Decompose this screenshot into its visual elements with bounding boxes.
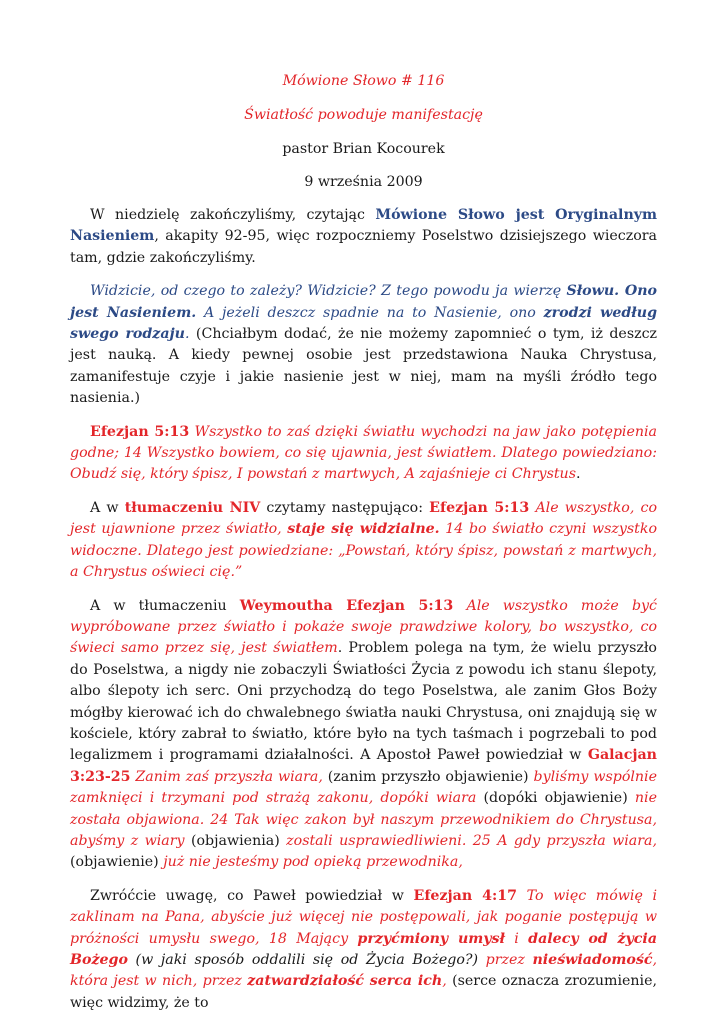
quote-span: Widzicie, od czego to zależy? Widzicie? Z tego powodu ja wierzę [90, 283, 567, 300]
text-span: , akapity 92-95, więc rozpoczniemy Poselstwo dzisiejszego wieczora tam, gdzie zakończyliśmy. [70, 228, 657, 266]
scripture-text: Wszystko to zaś dzięki światłu wychodzi na jaw jako potępienia godne; 14 Wszystko bowiem, co się ujawnia, jest światłem. Dlatego powiedziano: Obudź się, który śpisz, I powstań z martwych, A zajaśnieje ci Chrystus [70, 423, 658, 483]
scripture-emphasis: staje się widzialne. [287, 521, 440, 538]
quote-span: . [185, 326, 190, 343]
text-span: . Problem polega na tym, że wielu przyszło do Poselstwa, a nigdy nie zobaczyli Światłości Życia z powodu ich stanu ślepoty, albo ślepoty ich serc. Oni przychodzą do tego Poselstwa, ale zanim Głos Boży mógłby kierować ich do chwalebnego światła nauki Chrystusa, oni znajdują się w kościele, który zabrał to światło, które było na tych taśmach i pogrzebali to pod legalizmem i programami działalności. A Apostoł Paweł powiedział w [70, 640, 657, 764]
scripture-text: 14 bo światło czyni wszystko widoczne. Dlatego jest powiedziane: „Powstań, który śpisz, powstań z martwych, a Chrystus oświeci cię.” [70, 521, 657, 581]
scripture-reference: Efezjan 5:13 [429, 499, 530, 516]
scripture-text: To więc mówię i zaklinam na Pana, abyście już więcej nie postępowali, jak poganie postępują w próżności umysłu swego, 18 Mający [70, 887, 657, 947]
scripture-text: Ale wszystko, co jest ujawnione przez światło, [70, 499, 657, 538]
sermon-title-reference: Mówione Słowo jest Oryginalnym Nasieniem [70, 207, 658, 245]
text-span: A w [90, 499, 125, 516]
scripture-text: już nie jesteśmy pod opieką przewodnika, [163, 854, 463, 871]
paragraph-1 [70, 205, 657, 269]
paragraph-2-quote [70, 281, 657, 409]
text-span: (dopóki objawienie) [476, 790, 635, 807]
scripture-text: byliśmy wspólnie zamknięci i trzymani pod strażą zakonu, dopóki wiara [70, 768, 657, 807]
scripture-text: nie została objawiona. 24 Tak więc zakon był naszym przewodnikiem do Chrystusa, abyśmy z wiary [70, 790, 657, 849]
paragraph-3-scripture [70, 422, 657, 486]
scripture-emphasis: dalecy od życia Bożego [70, 930, 658, 968]
scripture-emphasis: zatwardziałość serca ich [247, 973, 443, 990]
scripture-text: i [504, 930, 529, 947]
translation-reference: tłumaczeniu NIV [124, 499, 261, 516]
document-title: Mówione Słowo # 116 [282, 73, 445, 89]
author-line: pastor Brian Kocourek [282, 141, 445, 157]
quote-emphasis: Słowu. Ono jest Nasieniem. [70, 283, 657, 321]
text-span: Zwróćcie uwagę, co Paweł powiedział w [90, 887, 414, 904]
text-span: A w tłumaczeniu [90, 597, 240, 614]
text-span: W niedzielę zakończyliśmy, czytając [90, 207, 376, 223]
scripture-text: Zanim zaś przyszła wiara, [130, 768, 323, 785]
scripture-reference: Galacjan 3:23-25 [70, 747, 657, 785]
date-line: 9 września 2009 [304, 174, 423, 190]
quote-span: A jeżeli deszcz spadnie na to Nasienie, ono [196, 304, 544, 321]
scripture-emphasis: nieświadomość [532, 952, 653, 968]
scripture-text: , która jest w nich, przez [70, 952, 657, 990]
scripture-reference: Efezjan 4:17 [413, 887, 518, 904]
commentary-span: (w jaki sposób oddalili się od Życia Bożego?) [127, 952, 478, 968]
paragraph-5 [70, 596, 657, 874]
text-span: czytamy następująco: [260, 499, 430, 516]
scripture-text: Ale wszystko może być wypróbowane przez światło i pokaże swoje prawdziwe kolory, bo wszystko, co świeci samo przez się, jest światłem [70, 597, 657, 657]
paragraph-4 [70, 498, 657, 584]
scripture-reference: Weymoutha Efezjan 5:13 [239, 597, 454, 614]
paragraph-6 [70, 886, 657, 1014]
text-span: (zanim przyszło objawienie) [322, 768, 534, 785]
document-subtitle: Światłość powoduje manifestację [244, 107, 483, 123]
scripture-reference: Efezjan 5:13 [90, 423, 190, 440]
text-span: (Chciałbym dodać, że nie możemy zapomnieć o tym, iż deszcz jest nauką. A kiedy pewnej osobie jest przedstawiona Nauka Chrystusa, zamanifestuje czyje i jakie nasienie jest w niej, mam na myśli źródło tego nasienia.) [70, 326, 658, 407]
text-span: . [575, 466, 581, 483]
scripture-emphasis: przyćmiony umysł [357, 930, 505, 947]
text-span: (serce oznacza zrozumienie, więc widzimy, że to [70, 973, 657, 1011]
text-span: (objawienie) [70, 854, 164, 871]
text-span: (objawienia) [184, 832, 287, 849]
quote-emphasis: zrodzi według swego rodzaju [70, 304, 658, 343]
scripture-text: , [442, 973, 447, 990]
scripture-text: przez [478, 952, 533, 968]
scripture-text: zostali usprawiedliwieni. 25 A gdy przyszła wiara, [286, 832, 657, 849]
